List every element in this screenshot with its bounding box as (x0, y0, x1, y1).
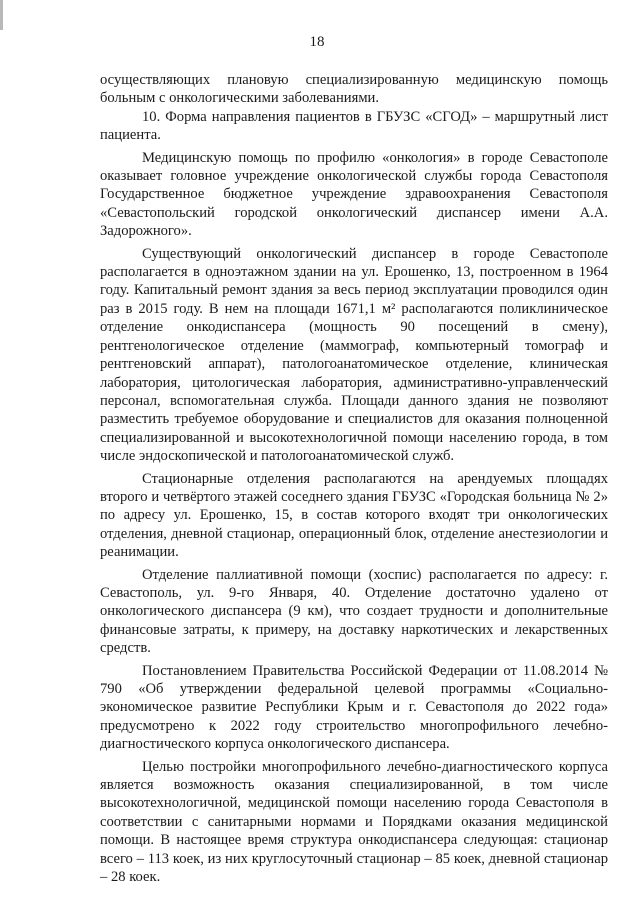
paragraph-existing-dispensary: Существующий онкологический диспансер в городе Севастополе располагается в одноэтажном здании на ул. Ерошенко, 13, построенном в 1964 году. Капитальный ремонт здания за весь период эксплуатации проводился один раз в 2015 году. В нем на площади 1671,1 м² располагаются поликлиническое отделение онкодиспансера (мощность 90 посещений в смену), рентгенологическое отделение (маммограф, компьютерный томограф и рентгеновский аппарат), патологоанатомическое отделение, клиническая лаборатория, цитологическая лаборатория, административно-управленческий персонал, вспомогательная служба. Площади данного здания не позволяют разместить требуемое оборудование и специалистов для оказания полноценной специализированной и высокотехнологичной помощи населению города, в том числе эндоскопической и патологоанатомической служб. (100, 245, 608, 465)
paragraph-government-decree: Постановлением Правительства Российской Федерации от 11.08.2014 № 790 «Об утверждении федеральной целевой программы «Социально-экономическое развитие Республики Крым и г. Севастополя до 2022 года» предусмотрено к 2022 году строительство многопрофильного лечебно-диагностического корпуса онкологического диспансера. (100, 662, 608, 753)
page-number: 18 (309, 34, 325, 50)
paragraph-construction-goal: Целью постройки многопрофильного лечебно-диагностического корпуса является возможность оказания специализированной, в том числе высокотехнологичной, медицинской помощи населению города Севастополя в соответствии с санитарными нормами и Порядками оказания медицинской помощи. В настоящее время структура онкодиспансера следующая: стационар всего – 113 коек, из них круглосуточный стационар – 85 коек, дневной стационар – 28 коек. (100, 758, 608, 886)
paragraph-item-10: 10. Форма направления пациентов в ГБУЗС «СГОД» – маршрутный лист пациента. (100, 108, 608, 144)
scan-edge-mark (0, 0, 3, 30)
paragraph-oncology-service: Медицинскую помощь по профилю «онкология» в городе Севастополе оказывает головное учреждение онкологической службы города Севастополя Государственное бюджетное учреждение здравоохранения Севастополя «Севастопольский городской онкологический диспансер имени А.А. Задорожного». (100, 149, 608, 240)
paragraph-palliative-care: Отделение паллиативной помощи (хоспис) располагается по адресу: г. Севастополь, ул. 9-го Января, 40. Отделение достаточно удалено от онкологического диспансера (9 км), что создает трудности и дополнительные финансовые затраты, к примеру, на доставку наркотических и лекарственных средств. (100, 566, 608, 657)
paragraph-inpatient-departments: Стационарные отделения располагаются на арендуемых площадях второго и четвёртого этажей соседнего здания ГБУЗС «Городская больница № 2» по адресу ул. Ерошенко, 15, в состав которого входят три онкологических отделения, дневной стационар, операционный блок, отделение анестезиологии и реанимации. (100, 470, 608, 561)
document-body (100, 71, 608, 886)
paragraph-continuation: осуществляющих плановую специализированную медицинскую помощь больным с онкологическими заболеваниями. (100, 72, 608, 107)
